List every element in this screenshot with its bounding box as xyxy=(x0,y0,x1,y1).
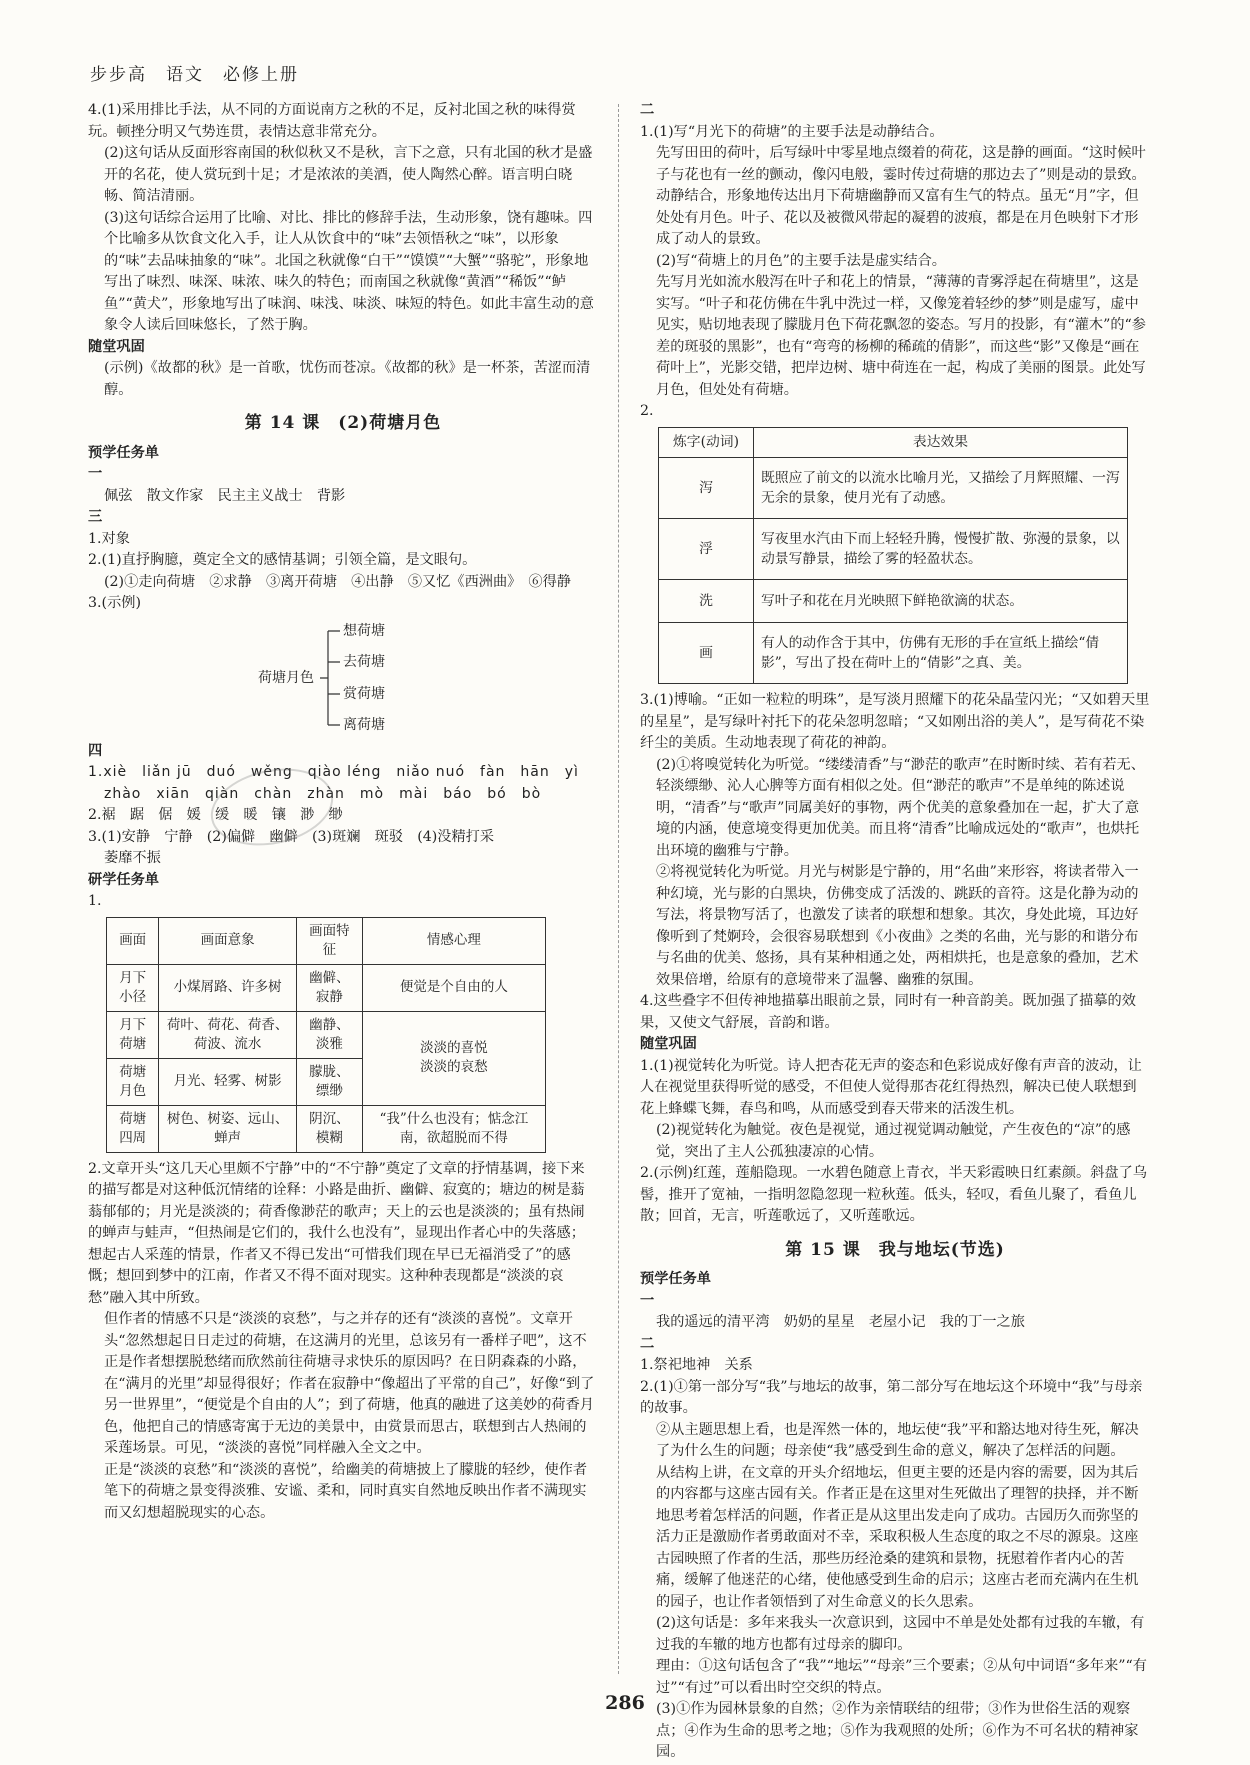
part-2-heading: 二 xyxy=(640,102,655,118)
column-divider xyxy=(618,104,619,1674)
table-cell: 写叶子和花在月光映照下鲜艳欲滴的状态。 xyxy=(754,580,1128,623)
table-header: 炼字(动词) xyxy=(659,427,754,458)
pinyin-line-1: 1.xiè liǎn jū duó wěng qiào léng niǎo nuó fàn hān yì xyxy=(88,764,579,780)
section-yanxue: 研学任务单 xyxy=(88,871,159,888)
part-3-q1: 1.对象 xyxy=(88,530,130,547)
part-4-q2: 2.裾 踞 倨 媛 缓 暖 镶 渺 缈 xyxy=(88,807,343,823)
answer-4-2: (2)这句话从反面形容南国的秋似秋又不是秋，言下之意，只有北国的秋才是盛开的名花，使人赏玩到十足；才是浓浓的美酒，使人陶然心醉。语言明白晓畅、简洁清丽。 xyxy=(104,145,593,204)
suitang-2: 2.(示例)红莲，莲船隐现。一水碧色随意上青衣，半天彩霞映日红素颜。斜盘了乌髻，推开了宽袖，一指明忽隐忽现一粒秋莲。低头，轻叹，看鱼儿聚了，看鱼儿散；回首，无言，听莲歌远了，又听莲歌远。 xyxy=(640,1165,1147,1224)
table-header: 表达效果 xyxy=(754,427,1128,458)
part-4-heading: 四 xyxy=(88,742,103,759)
table-cell: 树色、树姿、远山、蝉声 xyxy=(159,1105,297,1152)
d-answer-2-2b: 理由：①这句话包含了“我”“地坛”“母亲”三个要素；②从句中词语“多年来”“有过”“有过”可以看出时空交织的特点。 xyxy=(656,1658,1147,1696)
table-row xyxy=(659,519,1128,580)
answer-2-p2: 但作者的情感不只是“淡淡的哀愁”，与之并存的还有“淡淡的喜悦”。文章开头“忽然想起日日走过的荷塘，在这满月的光里，总该另有一番样子吧”，这不正是作者想摆脱愁绪而欣然前往荷塘寻求快乐的原因吗？在日阴森森的小路，在“满月的光里”却显得很好；作者在寂静中“像超出了平常的自己”，好像“到了另一世界里”，“便觉是个自由的人”；到了荷塘，他真的融进了这美妙的荷香月色，他把自己的情感寄寓于无边的美景中，由赏景而思古，联想到古人热闹的采莲场景。可见，“淡淡的喜悦”同样融入全文之中。 xyxy=(104,1311,595,1456)
table-cell: 阴沉、模糊 xyxy=(296,1105,362,1152)
scene-analysis-table xyxy=(106,917,546,1153)
part-1-heading: 一 xyxy=(88,466,103,482)
table-cell: 有人的动作含于其中，仿佛有无形的手在宣纸上描绘“倩影”，写出了投在荷叶上的“倩影”之真、美。 xyxy=(754,623,1128,684)
r-answer-1-2-body: 先写月光如流水般泻在叶子和花上的情景，“薄薄的青雾浮起在荷塘里”，这是实写。“叶子和花仿佛在牛乳中洗过一样，又像笼着轻纱的梦”则是虚写，虚中见实，贴切地表现了朦胧月色下荷花飘忽的姿态。写月的投影，有“灌木”的“参差的斑驳的黑影”，也有“弯弯的杨柳的稀疏的倩影”，而这些“影”又像是“画在荷叶上”，光影交错，把岸边树、塘中荷连在一起，构成了美丽的图景。此处写月色，但处处有荷塘。 xyxy=(656,274,1146,398)
section-suitang: 随堂巩固 xyxy=(88,338,145,355)
table-cell: 画 xyxy=(659,623,754,684)
part-1-answer: 佩弦 散文作家 民主主义战士 背影 xyxy=(104,487,346,504)
table-cell: 浮 xyxy=(659,519,754,580)
d-answer-1: 1.祭祀地神 关系 xyxy=(640,1357,753,1373)
table-header: 画面特征 xyxy=(296,917,362,964)
table-cell: 月光、轻雾、树影 xyxy=(159,1058,297,1105)
table-cell: 小煤屑路、许多树 xyxy=(159,964,297,1011)
answer-4-1: 4.(1)采用排比手法，从不同的方面说南方之秋的不足，反衬北国之秋的味得赏玩。顿挫分明又气势连贯，表情达意非常充分。 xyxy=(88,102,576,140)
d-answer-2-1c: 从结构上讲，在文章的开头介绍地坛，但更主要的还是内容的需要，因为其后的内容都与这座古园有关。作者正是在这里对生死做出了理智的抉择，并不断地思考着怎样活的问题，作者正是从这里出发走向了成功。古园历久而弥坚的活力正是激励作者勇敢面对不幸，采取积极人生态度的取之不尽的源泉。这座古园映照了作者的生活，那些历经沧桑的建筑和景物，抚慰着作者内心的苦痛，缓解了他迷茫的心绪，使他感受到生命的启示；这座古老而充满内在生机的园子，也让作者领悟到了对生命意义的长久思索。 xyxy=(656,1464,1139,1610)
table-row xyxy=(107,1011,546,1058)
d-answer-2-1: 2.(1)①第一部分写“我”与地坛的故事，第二部分写在地坛这个环境中“我”与母亲的故事。 xyxy=(640,1378,1143,1416)
answer-2-p3: 正是“淡淡的哀愁”和“淡淡的喜悦”，给幽美的荷塘披上了朦胧的轻纱，使作者笔下的荷塘之景变得淡雅、安谧、柔和，同时真实自然地反映出作者不满现实而又幻想超脱现实的心态。 xyxy=(104,1461,588,1521)
table-cell: 写夜里水汽由下而上轻轻升腾，慢慢扩散、弥漫的景象，以动景写静景，描绘了雾的轻盈状态。 xyxy=(754,519,1128,580)
running-header: 步步高 语文 必修上册 xyxy=(90,65,299,85)
part-2-heading-right: 二 xyxy=(640,1335,655,1352)
answer-2-p1: 2.文章开头“这几天心里颇不宁静”中的“不宁静”奠定了文章的抒情基调，接下来的描写都是对这种低沉情绪的诠释：小路是曲折、幽僻、寂寞的；塘边的树是蓊蓊郁郁的；月光是淡淡的；荷香像渺茫的歌声；天上的云也是淡淡的；虽有热闹的蝉声与蛙声，“但热闹是它们的，我什么也没有”，显现出作者心中的失落感；想起古人采莲的情景，作者又不得已发出“可惜我们现在早已无福消受了”的感慨；想回到梦中的江南，作者又不得不面对现实。这种种表现都是“淡淡的哀愁”融入其中所致。 xyxy=(88,1160,585,1306)
suitang-answer: (示例)《故都的秋》是一首歌，忧伤而苍凉。《故都的秋》是一杯茶，苦涩而清醇。 xyxy=(104,360,591,398)
part-3-heading: 三 xyxy=(88,509,103,525)
diagram-branch: 想荷塘 xyxy=(343,622,385,639)
suitang-1: 1.(1)视觉转化为听觉。诗人把杏花无声的姿态和色彩说成好像有声音的波动，让人在视觉里获得听觉的感受，不但使人觉得那杏花红得热烈，解决已使人联想到花上蜂蝶飞舞，春鸟和鸣，从而感受到春天带来的活泼生机。 xyxy=(640,1057,1142,1117)
r-answer-1-1: 1.(1)写“月光下的荷塘”的主要手法是动静结合。 xyxy=(640,123,944,140)
d-answer-2-1b: ②从主题思想上看，也是浑然一体的，地坛使“我”平和豁达地对待生死，解决了为什么生的问题；母亲使“我”感受到生命的意义，解决了怎样活的问题。 xyxy=(656,1421,1139,1459)
r-answer-3-1: 3.(1)博喻。“正如一粒粒的明珠”，是写淡月照耀下的花朵晶莹闪光；“又如碧天里的星星”，是写绿叶衬托下的花朵忽明忽暗；“又如刚出浴的美人”，是写荷花不染纤尘的美质。生动地表现了荷花的神韵。 xyxy=(640,692,1150,751)
d-answer-2-2: (2)这句话是：多年来我头一次意识到，这园中不单是处处都有过我的车辙，有过我的车辙的地方也都有过母亲的脚印。 xyxy=(656,1615,1145,1653)
table1-label: 1. xyxy=(88,893,102,909)
table-cell: 荷塘月色 xyxy=(107,1058,159,1105)
table-cell: 泻 xyxy=(659,458,754,519)
table-cell-merged: 淡淡的喜悦 淡淡的哀愁 xyxy=(362,1011,545,1105)
pinyin-line-2: zhào xiān qiàn chàn zhàn mò mài báo bó bò xyxy=(104,785,542,802)
lesson-14-title: 第 14 课 (2)荷塘月色 xyxy=(244,413,442,433)
table-cell: 既照应了前文的以流水比喻月光，又描绘了月辉照耀、一泻无余的景象，使月光有了动感。 xyxy=(754,458,1128,519)
table-row xyxy=(107,1105,546,1152)
table-row xyxy=(659,458,1128,519)
diagram-branch: 离荷塘 xyxy=(343,716,385,733)
part-3-q3: 3.(示例) xyxy=(88,595,141,611)
table-row xyxy=(659,623,1128,684)
part-1-answer-right: 我的遥远的清平湾 奶奶的星星 老屋小记 我的丁一之旅 xyxy=(656,1314,1025,1330)
table-header: 画面 xyxy=(107,917,159,964)
table-cell: “我”什么也没有；惦念江南，欲超脱而不得 xyxy=(362,1105,545,1152)
part-4-q3b: 萎靡不振 xyxy=(104,850,161,866)
section-yuxue: 预学任务单 xyxy=(88,444,159,461)
suitang-1b: (2)视觉转化为触觉。夜色是视觉，通过视觉调动触觉，产生夜色的“凉”的感觉，突出了主人公孤独凄凉的心情。 xyxy=(656,1122,1131,1160)
structure-diagram xyxy=(88,619,598,737)
diagram-branch: 去荷塘 xyxy=(343,653,385,670)
section-suitang-right: 随堂巩固 xyxy=(640,1036,697,1052)
table-cell: 月下荷塘 xyxy=(107,1011,159,1058)
part-3-q2a: 2.(1)直抒胸臆，奠定全文的感情基调；引领全篇，是文眼句。 xyxy=(88,552,477,568)
table-cell: 幽静、淡雅 xyxy=(296,1011,362,1058)
left-column xyxy=(88,100,598,1524)
r-answer-4: 4.这些叠字不但传神地描摹出眼前之景，同时有一种音韵美。既加强了描摹的效果，又使文气舒展，音韵和谐。 xyxy=(640,993,1136,1031)
d-answer-2-3: (3)①作为园林景象的自然；②作为亲情联结的纽带；③作为世俗生活的观察点；④作为生命的思考之地；⑤作为我观照的处所；⑥作为不可名状的精神家园。 xyxy=(656,1701,1139,1760)
diagram-center: 荷塘月色 xyxy=(258,669,314,686)
table-cell: 洗 xyxy=(659,580,754,623)
table-cell: 荷塘四周 xyxy=(107,1105,159,1152)
table-cell: 荷叶、荷花、荷香、荷波、流水 xyxy=(159,1011,297,1058)
page-number: 286 xyxy=(605,1692,645,1714)
table-row xyxy=(659,580,1128,623)
section-yuxue-right: 预学任务单 xyxy=(640,1271,711,1287)
table-cell: 便觉是个自由的人 xyxy=(362,964,545,1011)
table-cell: 月下小径 xyxy=(107,964,159,1011)
part-1-heading-right: 一 xyxy=(640,1292,655,1309)
table-cell: 朦胧、缥缈 xyxy=(296,1058,362,1105)
r-answer-3-2: (2)①将嗅觉转化为听觉。“缕缕清香”与“渺茫的歌声”在时断时续、若有若无、轻淡缥缈、沁人心脾等方面有相似之处。但“渺茫的歌声”不是单纯的陈述说明，“清香”与“歌声”同属美好的事物，两个优美的意象叠加在一起，扩大了意境的内涵，使意境变得更加优美。而且将“清香”比喻成远处的“歌声”，也烘托出环境的幽雅与宁静。 xyxy=(656,756,1145,859)
verb-effect-table xyxy=(658,427,1128,685)
part-4-q3: 3.(1)安静 宁静 (2)偏僻 幽僻 (3)斑斓 斑驳 (4)没精打采 xyxy=(88,828,495,845)
r-answer-1-2: (2)写“荷塘上的月色”的主要手法是虚实结合。 xyxy=(656,252,946,269)
part-3-q2b: (2)①走向荷塘 ②求静 ③离开荷塘 ④出静 ⑤又忆《西洲曲》 ⑥得静 xyxy=(104,573,571,590)
r-answer-1-1-body: 先写田田的荷叶，后写绿叶中零星地点缀着的荷花，这是静的画面。“这时候叶子与花也有一丝的颤动，像闪电般，霎时传过荷塘的那边去了”则是动的景致。动静结合，形象地传达出月下荷塘幽静而又富有生气的特点。虽无“月”字，但处处有月色。叶子、花以及被微风带起的凝碧的波痕，都是在月色映射下才形成了动人的景致。 xyxy=(656,145,1146,247)
table-header: 情感心理 xyxy=(362,917,545,964)
table-header: 画面意象 xyxy=(159,917,297,964)
answer-4-3: (3)这句话综合运用了比喻、对比、排比的修辞手法，生动形象，饶有趣味。四个比喻多从饮食文化入手，让人从饮食中的“味”去领悟秋之“味”，以形象的“味”去品味抽象的“味”。北国之秋就像“白干”“馍馍”“大蟹”“骆驼”，形象地写出了味烈、味深、味浓、味久的特色；而南国之秋就像“黄酒”“稀饭”“鲈鱼”“黄犬”，形象地写出了味润、味浅、味淡、味短的特色。如此丰富生动的意象令人读后回味悠长，了然于胸。 xyxy=(104,209,594,333)
lesson-15-title: 第 15 课 我与地坛(节选) xyxy=(785,1239,1005,1260)
right-column xyxy=(640,100,1150,1764)
table-row xyxy=(107,964,546,1011)
table-cell: 幽僻、寂静 xyxy=(296,964,362,1011)
r-answer-3-3: ②将视觉转化为听觉。月光与树影是宁静的，用“名曲”来形容，将读者带入一种幻境，光与影的白黑块，仿佛变成了活泼的、跳跃的音符。这是化静为动的写法，将景物写活了，也激发了读者的联想和想象。其次，身处此境，耳边好像听到了梵婀玲，会很容易联想到《小夜曲》之类的名曲，光与影的和谐分布与名曲的优美、悠扬，具有某种相通之处，两相烘托，也是意象的叠加，艺术效果倍增，给原有的意境带来了温馨、幽雅的氛围。 xyxy=(656,864,1139,988)
r-answer-2-label: 2. xyxy=(640,403,654,419)
diagram-branch: 赏荷塘 xyxy=(343,685,385,702)
